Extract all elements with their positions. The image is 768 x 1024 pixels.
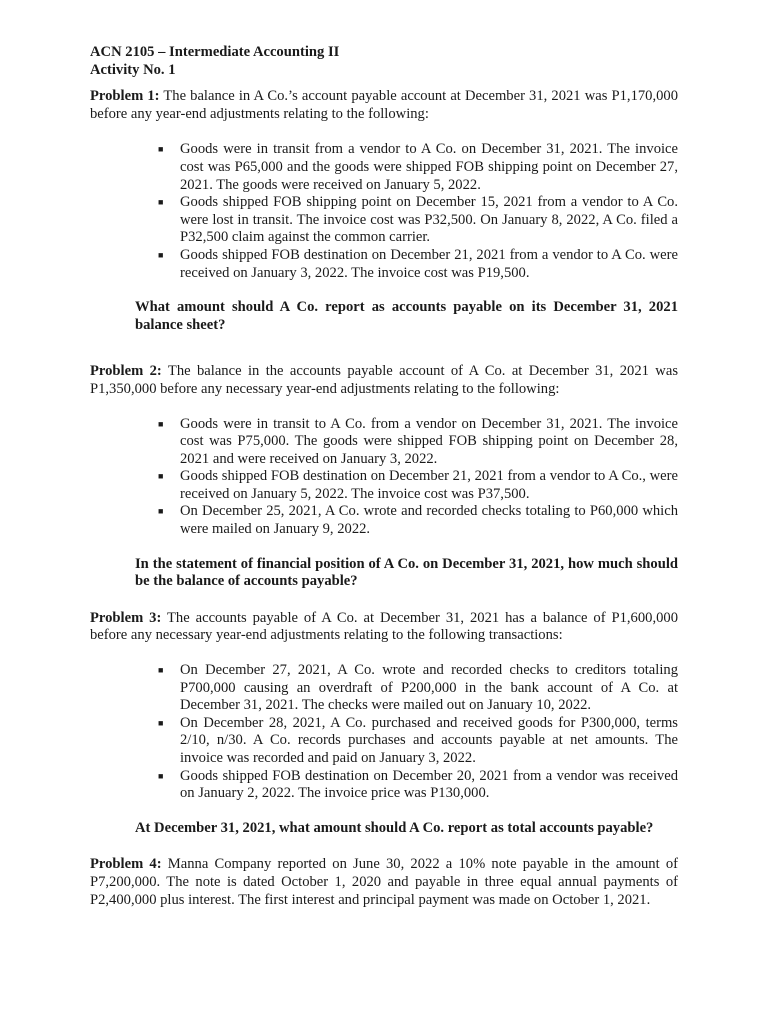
- problem-4-label: Problem 4:: [90, 856, 162, 873]
- course-title: ACN 2105 – Intermediate Accounting II: [90, 44, 340, 60]
- problem-2-question: In the statement of financial position of A Co. on December 31, 2021, how much should be the balance of accounts payable?: [135, 555, 678, 590]
- problem-3: [90, 610, 678, 838]
- list-item: ■ On December 27, 2021, A Co. wrote and recorded checks to creditors totaling P700,000 causing an overdraft of P200,000 in the bank account of A Co. at December 31, 2021. The checks were mailed out on January 10, 2022.: [158, 662, 678, 714]
- list-item: ■ Goods shipped FOB destination on December 21, 2021 from a vendor to A Co., were received on January 5, 2022. The invoice cost was P37,500.: [158, 468, 678, 502]
- list-item: ■ Goods shipped FOB destination on December 21, 2021 from a vendor to A Co. were received on January 3, 2022. The invoice cost was P19,500.: [158, 246, 678, 281]
- list-item: ■ Goods were in transit to A Co. from a vendor on December 31, 2021. The invoice cost was P75,000. The goods were shipped FOB shipping point on December 28, 2021 and were received on January 3, 2022.: [158, 415, 678, 467]
- list-item: ■ Goods shipped FOB destination on December 20, 2021 from a vendor was received on January 2, 2022. The invoice price was P130,000.: [158, 767, 678, 802]
- square-bullet-icon: ■: [158, 197, 164, 208]
- list-item: ■ Goods shipped FOB shipping point on December 15, 2021 from a vendor to A Co. were lost in transit. The invoice cost was P32,500. On January 8, 2022, A Co. filed a P32,500 claim against the common carrier.: [158, 194, 678, 246]
- square-bullet-icon: ■: [158, 471, 164, 482]
- square-bullet-icon: ■: [158, 665, 164, 676]
- problem-3-question: At December 31, 2021, what amount should A Co. report as total accounts payable?: [135, 819, 654, 836]
- problem-2-bullets: [90, 416, 678, 539]
- problem-1-intro: [90, 88, 678, 123]
- document-page: [90, 44, 678, 909]
- problem-3-label: Problem 3:: [90, 609, 162, 626]
- problem-3-intro: [90, 610, 678, 645]
- problem-3-bullets: [90, 662, 678, 803]
- list-item: ■ On December 28, 2021, A Co. purchased and received goods for P300,000, terms 2/10, n/30. A Co. records purchases and accounts payable at net amounts. The invoice was recorded and paid on January 3, 2022.: [158, 714, 678, 766]
- square-bullet-icon: ■: [158, 717, 164, 728]
- square-bullet-icon: ■: [158, 506, 164, 517]
- problem-2-text: The balance in the accounts payable account of A Co. at December 31, 2021 was P1,350,000 before any necessary year-end adjustments relating to the following:: [90, 363, 678, 397]
- list-item: ■ On December 25, 2021, A Co. wrote and recorded checks totaling to P60,000 which were mailed on January 9, 2022.: [158, 503, 678, 538]
- problem-1-bullets: [90, 141, 678, 282]
- problem-1-label: Problem 1:: [90, 88, 160, 105]
- problem-2-label: Problem 2:: [90, 363, 162, 380]
- activity-title: Activity No. 1: [90, 61, 176, 78]
- problem-1-question: What amount should A Co. report as accounts payable on its December 31, 2021 balance sheet?: [135, 299, 678, 333]
- problem-1-text: The balance in A Co.’s account payable account at December 31, 2021 was P1,170,000 before any year-end adjustments relating to the following:: [90, 88, 678, 122]
- square-bullet-icon: ■: [158, 770, 164, 781]
- square-bullet-icon: ■: [158, 418, 164, 429]
- problem-3-text: The accounts payable of A Co. at December 31, 2021 has a balance of P1,600,000 before any necessary year-end adjustments relating to the following transactions:: [90, 609, 678, 644]
- problem-4-intro: [90, 856, 678, 909]
- problem-4-text: Manna Company reported on June 30, 2022 a 10% note payable in the amount of P7,200,000. The note is dated October 1, 2020 and payable in three equal annual payments of P2,400,000 plus interest. The first interest and principal payment was made on October 1, 2021.: [90, 856, 679, 908]
- problem-4: [90, 856, 678, 909]
- problem-2: [90, 363, 678, 591]
- problem-1: [90, 88, 678, 334]
- list-item: ■ Goods were in transit from a vendor to A Co. on December 31, 2021. The invoice cost was P65,000 and the goods were shipped FOB shipping point on December 27, 2021. The goods were received on January 5, 2022.: [158, 141, 678, 193]
- square-bullet-icon: ■: [158, 249, 164, 260]
- problem-2-intro: [90, 363, 678, 398]
- square-bullet-icon: ■: [158, 144, 164, 155]
